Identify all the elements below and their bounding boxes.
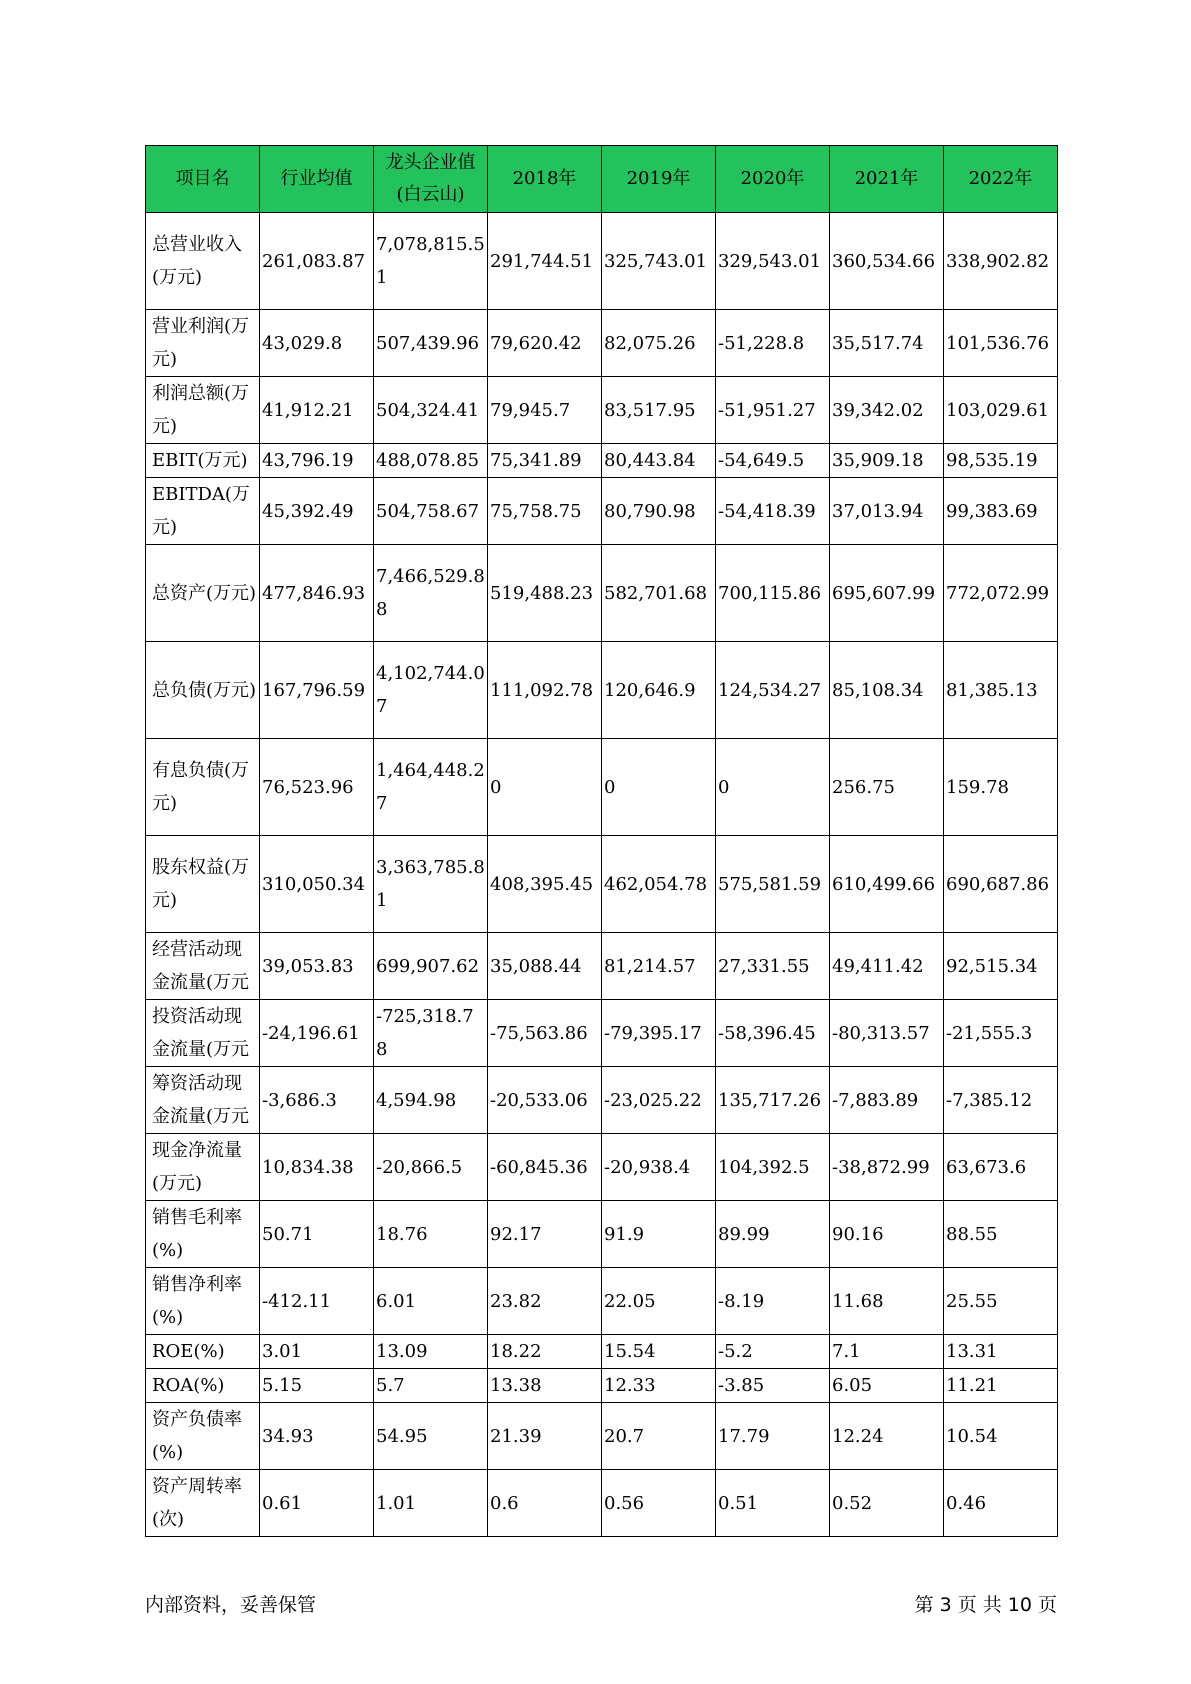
- value-cell: -5.2: [716, 1335, 830, 1369]
- value-cell: 256.75: [830, 739, 944, 836]
- value-cell: 18.22: [488, 1335, 602, 1369]
- value-cell: 35,517.74: [830, 310, 944, 377]
- value-cell: -24,196.61: [260, 1000, 374, 1067]
- value-cell: 6.01: [374, 1268, 488, 1335]
- value-cell: 772,072.99: [944, 545, 1058, 642]
- table-row: [146, 213, 1058, 310]
- value-cell: -21,555.3: [944, 1000, 1058, 1067]
- value-cell: 75,341.89: [488, 444, 602, 478]
- value-cell: 98,535.19: [944, 444, 1058, 478]
- header-cell: 行业均值: [260, 146, 374, 213]
- value-cell: -80,313.57: [830, 1000, 944, 1067]
- value-cell: -79,395.17: [602, 1000, 716, 1067]
- value-cell: 4,102,744.07: [374, 642, 488, 739]
- value-cell: 0.51: [716, 1470, 830, 1537]
- value-cell: -38,872.99: [830, 1134, 944, 1201]
- value-cell: -58,396.45: [716, 1000, 830, 1067]
- value-cell: 79,620.42: [488, 310, 602, 377]
- value-cell: 408,395.45: [488, 836, 602, 933]
- row-label-cell: 营业利润(万元): [146, 310, 260, 377]
- footer-confidential-note: 内部资料，妥善保管: [145, 1594, 317, 1616]
- value-cell: 1.01: [374, 1470, 488, 1537]
- value-cell: 22.05: [602, 1268, 716, 1335]
- value-cell: 3.01: [260, 1335, 374, 1369]
- table-header: [146, 146, 1058, 213]
- value-cell: 338,902.82: [944, 213, 1058, 310]
- value-cell: 120,646.9: [602, 642, 716, 739]
- value-cell: 88.55: [944, 1201, 1058, 1268]
- row-label-cell: EBITDA(万元): [146, 478, 260, 545]
- value-cell: 0.46: [944, 1470, 1058, 1537]
- value-cell: 4,594.98: [374, 1067, 488, 1134]
- value-cell: -60,845.36: [488, 1134, 602, 1201]
- value-cell: 104,392.5: [716, 1134, 830, 1201]
- value-cell: 54.95: [374, 1403, 488, 1470]
- value-cell: 695,607.99: [830, 545, 944, 642]
- value-cell: -8.19: [716, 1268, 830, 1335]
- table-row: [146, 377, 1058, 444]
- value-cell: 23.82: [488, 1268, 602, 1335]
- value-cell: -20,938.4: [602, 1134, 716, 1201]
- table-row: [146, 478, 1058, 545]
- table-row: [146, 1134, 1058, 1201]
- value-cell: 507,439.96: [374, 310, 488, 377]
- value-cell: 13.38: [488, 1369, 602, 1403]
- value-cell: 488,078.85: [374, 444, 488, 478]
- value-cell: 0: [602, 739, 716, 836]
- value-cell: 7.1: [830, 1335, 944, 1369]
- value-cell: 167,796.59: [260, 642, 374, 739]
- value-cell: 75,758.75: [488, 478, 602, 545]
- value-cell: 90.16: [830, 1201, 944, 1268]
- value-cell: 360,534.66: [830, 213, 944, 310]
- header-cell: 2019年: [602, 146, 716, 213]
- value-cell: 462,054.78: [602, 836, 716, 933]
- value-cell: 3,363,785.81: [374, 836, 488, 933]
- row-label-cell: 投资活动现金流量(万元: [146, 1000, 260, 1067]
- value-cell: 43,029.8: [260, 310, 374, 377]
- value-cell: 91.9: [602, 1201, 716, 1268]
- value-cell: 519,488.23: [488, 545, 602, 642]
- header-cell: 2022年: [944, 146, 1058, 213]
- header-cell: 项目名: [146, 146, 260, 213]
- value-cell: 41,912.21: [260, 377, 374, 444]
- value-cell: 92,515.34: [944, 933, 1058, 1000]
- value-cell: 504,324.41: [374, 377, 488, 444]
- value-cell: 12.33: [602, 1369, 716, 1403]
- value-cell: 49,411.42: [830, 933, 944, 1000]
- value-cell: 85,108.34: [830, 642, 944, 739]
- footer-page-number: 第 3 页 共 10 页: [914, 1594, 1057, 1616]
- row-label-cell: 总负债(万元): [146, 642, 260, 739]
- table-row: [146, 933, 1058, 1000]
- value-cell: -51,228.8: [716, 310, 830, 377]
- value-cell: 0: [488, 739, 602, 836]
- table-row: [146, 739, 1058, 836]
- value-cell: 12.24: [830, 1403, 944, 1470]
- table-row: [146, 1335, 1058, 1369]
- value-cell: 21.39: [488, 1403, 602, 1470]
- row-label-cell: 资产周转率(次): [146, 1470, 260, 1537]
- value-cell: 261,083.87: [260, 213, 374, 310]
- table-row: [146, 1268, 1058, 1335]
- value-cell: 0.56: [602, 1470, 716, 1537]
- value-cell: 34.93: [260, 1403, 374, 1470]
- value-cell: 575,581.59: [716, 836, 830, 933]
- value-cell: 89.99: [716, 1201, 830, 1268]
- row-label-cell: 股东权益(万元): [146, 836, 260, 933]
- value-cell: 5.15: [260, 1369, 374, 1403]
- value-cell: 80,790.98: [602, 478, 716, 545]
- value-cell: 27,331.55: [716, 933, 830, 1000]
- value-cell: 504,758.67: [374, 478, 488, 545]
- value-cell: -412.11: [260, 1268, 374, 1335]
- value-cell: 82,075.26: [602, 310, 716, 377]
- value-cell: 0.52: [830, 1470, 944, 1537]
- value-cell: -20,533.06: [488, 1067, 602, 1134]
- value-cell: 325,743.01: [602, 213, 716, 310]
- value-cell: -3.85: [716, 1369, 830, 1403]
- value-cell: 291,744.51: [488, 213, 602, 310]
- table-row: [146, 1000, 1058, 1067]
- value-cell: 83,517.95: [602, 377, 716, 444]
- row-label-cell: 筹资活动现金流量(万元: [146, 1067, 260, 1134]
- row-label-cell: 总营业收入(万元): [146, 213, 260, 310]
- table-row: [146, 1201, 1058, 1268]
- header-cell: 2021年: [830, 146, 944, 213]
- value-cell: 7,078,815.51: [374, 213, 488, 310]
- value-cell: 39,053.83: [260, 933, 374, 1000]
- row-label-cell: ROA(%): [146, 1369, 260, 1403]
- value-cell: 0: [716, 739, 830, 836]
- value-cell: -7,385.12: [944, 1067, 1058, 1134]
- value-cell: 35,088.44: [488, 933, 602, 1000]
- value-cell: 63,673.6: [944, 1134, 1058, 1201]
- value-cell: 135,717.26: [716, 1067, 830, 1134]
- table-row: [146, 1470, 1058, 1537]
- value-cell: -7,883.89: [830, 1067, 944, 1134]
- financial-table: [145, 145, 1058, 1537]
- value-cell: 0.6: [488, 1470, 602, 1537]
- value-cell: 10,834.38: [260, 1134, 374, 1201]
- row-label-cell: 销售净利率(%): [146, 1268, 260, 1335]
- value-cell: -54,418.39: [716, 478, 830, 545]
- value-cell: 10.54: [944, 1403, 1058, 1470]
- header-row: [146, 146, 1058, 213]
- value-cell: 99,383.69: [944, 478, 1058, 545]
- table-row: [146, 1067, 1058, 1134]
- value-cell: 20.7: [602, 1403, 716, 1470]
- table-row: [146, 836, 1058, 933]
- value-cell: 35,909.18: [830, 444, 944, 478]
- header-cell: 龙头企业值(白云山): [374, 146, 488, 213]
- value-cell: 103,029.61: [944, 377, 1058, 444]
- value-cell: 610,499.66: [830, 836, 944, 933]
- value-cell: 76,523.96: [260, 739, 374, 836]
- value-cell: 6.05: [830, 1369, 944, 1403]
- value-cell: 159.78: [944, 739, 1058, 836]
- value-cell: 5.7: [374, 1369, 488, 1403]
- table-row: [146, 1403, 1058, 1470]
- value-cell: 79,945.7: [488, 377, 602, 444]
- table-row: [146, 642, 1058, 739]
- value-cell: 329,543.01: [716, 213, 830, 310]
- value-cell: 111,092.78: [488, 642, 602, 739]
- value-cell: 92.17: [488, 1201, 602, 1268]
- header-cell: 2020年: [716, 146, 830, 213]
- value-cell: 7,466,529.88: [374, 545, 488, 642]
- row-label-cell: 销售毛利率(%): [146, 1201, 260, 1268]
- header-cell: 2018年: [488, 146, 602, 213]
- value-cell: 43,796.19: [260, 444, 374, 478]
- value-cell: 18.76: [374, 1201, 488, 1268]
- value-cell: 81,385.13: [944, 642, 1058, 739]
- value-cell: 1,464,448.27: [374, 739, 488, 836]
- value-cell: -20,866.5: [374, 1134, 488, 1201]
- value-cell: 11.21: [944, 1369, 1058, 1403]
- value-cell: 700,115.86: [716, 545, 830, 642]
- row-label-cell: 资产负债率(%): [146, 1403, 260, 1470]
- value-cell: 699,907.62: [374, 933, 488, 1000]
- value-cell: -23,025.22: [602, 1067, 716, 1134]
- row-label-cell: 利润总额(万元): [146, 377, 260, 444]
- value-cell: 80,443.84: [602, 444, 716, 478]
- value-cell: 124,534.27: [716, 642, 830, 739]
- table-row: [146, 444, 1058, 478]
- row-label-cell: EBIT(万元): [146, 444, 260, 478]
- value-cell: 582,701.68: [602, 545, 716, 642]
- value-cell: 15.54: [602, 1335, 716, 1369]
- value-cell: 11.68: [830, 1268, 944, 1335]
- row-label-cell: 有息负债(万元): [146, 739, 260, 836]
- value-cell: 13.09: [374, 1335, 488, 1369]
- value-cell: 690,687.86: [944, 836, 1058, 933]
- value-cell: 0.61: [260, 1470, 374, 1537]
- value-cell: -725,318.78: [374, 1000, 488, 1067]
- value-cell: 81,214.57: [602, 933, 716, 1000]
- value-cell: 310,050.34: [260, 836, 374, 933]
- value-cell: -3,686.3: [260, 1067, 374, 1134]
- table-row: [146, 1369, 1058, 1403]
- value-cell: -75,563.86: [488, 1000, 602, 1067]
- row-label-cell: 经营活动现金流量(万元: [146, 933, 260, 1000]
- table-body: [146, 213, 1058, 1537]
- value-cell: 37,013.94: [830, 478, 944, 545]
- value-cell: 45,392.49: [260, 478, 374, 545]
- row-label-cell: 总资产(万元): [146, 545, 260, 642]
- value-cell: 39,342.02: [830, 377, 944, 444]
- value-cell: 477,846.93: [260, 545, 374, 642]
- value-cell: 50.71: [260, 1201, 374, 1268]
- table-row: [146, 310, 1058, 377]
- table-row: [146, 545, 1058, 642]
- value-cell: -51,951.27: [716, 377, 830, 444]
- value-cell: -54,649.5: [716, 444, 830, 478]
- value-cell: 101,536.76: [944, 310, 1058, 377]
- row-label-cell: 现金净流量(万元): [146, 1134, 260, 1201]
- value-cell: 13.31: [944, 1335, 1058, 1369]
- value-cell: 25.55: [944, 1268, 1058, 1335]
- row-label-cell: ROE(%): [146, 1335, 260, 1369]
- value-cell: 17.79: [716, 1403, 830, 1470]
